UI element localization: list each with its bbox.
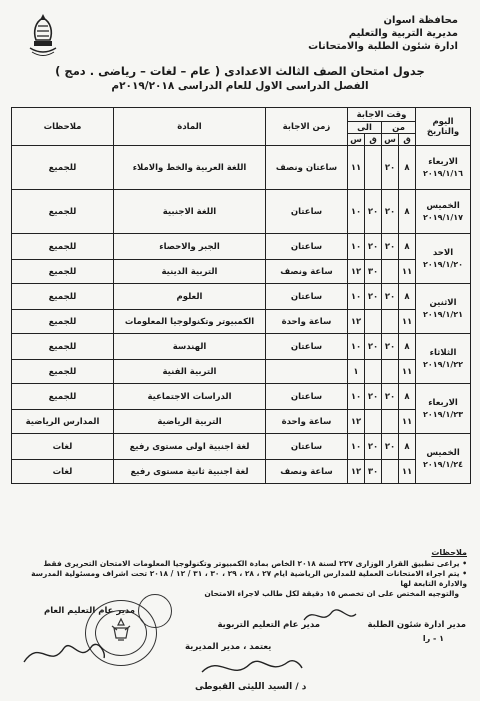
from-minutes-cell: ١١ (399, 260, 416, 284)
subject-cell: التربية الدينية (114, 260, 266, 284)
to-hours-cell: ١١ (348, 146, 365, 190)
note-cell: للجميع (12, 284, 114, 310)
day-date-cell (416, 434, 471, 484)
from-minutes-cell: ٨ (399, 146, 416, 190)
from-minutes-cell: ١١ (399, 310, 416, 334)
table-row (12, 260, 471, 284)
day-date-cell (416, 334, 471, 384)
to-hours-cell: ١٠ (348, 190, 365, 234)
table-row (12, 234, 471, 260)
to-minutes-cell: ٣٠ (365, 460, 382, 484)
day-date-cell (416, 190, 471, 234)
note-cell: للجميع (12, 146, 114, 190)
header-to-q: ق (365, 134, 382, 146)
to-hours-cell: ١٢ (348, 310, 365, 334)
signature-general-director: مدير عام التعليم العام (44, 606, 136, 616)
title-line-1: جدول امتحان الصف الثالث الاعدادى ( عام – لغات – رياضى . دمج ) (55, 64, 425, 78)
note-cell: للجميع (12, 310, 114, 334)
department-name: ادارة شئون الطلبة والامتحانات (308, 41, 458, 52)
exam-date: ٢٠١٩/١/٢٤ (423, 459, 464, 469)
subject-cell: التربية الرياضية (114, 410, 266, 434)
header-time: وقت الاجابة (348, 108, 416, 122)
table-row (12, 284, 471, 310)
notes-section (12, 548, 467, 599)
table-row (12, 146, 471, 190)
to-hours-cell: ١٢ (348, 460, 365, 484)
table-row (12, 460, 471, 484)
approval-label: يعتمد ، مدير المديرية (185, 642, 272, 652)
note-cell: للجميع (12, 260, 114, 284)
table-row (12, 384, 471, 410)
to-minutes-cell: ٢٠ (365, 434, 382, 460)
from-hours-cell: ٢٠ (382, 234, 399, 260)
exam-date: ٢٠١٩/١/٢٣ (423, 409, 464, 419)
to-minutes-cell: ٢٠ (365, 384, 382, 410)
header-from-s: س (382, 134, 399, 146)
duration-cell: ساعة ونصف (266, 260, 348, 284)
signature-affairs-mark: ١ - را (422, 634, 444, 643)
to-minutes-cell (365, 360, 382, 384)
subject-cell: الكمبيوتر وتكنولوجيا المعلومات (114, 310, 266, 334)
note-cell: لغات (12, 434, 114, 460)
note-cell: للجميع (12, 234, 114, 260)
to-minutes-cell: ٣٠ (365, 260, 382, 284)
subject-cell: اللغة العربية والخط والاملاء (114, 146, 266, 190)
directorate-name: مديرية التربية والتعليم (348, 28, 458, 39)
from-hours-cell (382, 360, 399, 384)
aswan-logo-icon (26, 12, 60, 58)
note-cell: للجميع (12, 360, 114, 384)
from-hours-cell (382, 460, 399, 484)
note-item-3: والتوجيه المختص على ان تخصص ١٥ دقيقة لكل طالب لاجراء الامتحان (204, 589, 459, 598)
from-minutes-cell: ٨ (399, 234, 416, 260)
note-cell: المدارس الرياضية (12, 410, 114, 434)
note-item-2: • يتم اجراء الامتحانات العملية للمدارس الرياضية ايام ٢٧ ، ٢٨ ، ٢٩ ، ٣٠ ، ٣١ / ١٢ / ٢٠١٨ تحت اشراف ومسئولية المدرسة والادارة التابعة لها (31, 569, 467, 588)
table-row (12, 434, 471, 460)
header-day: اليوم والتاريخ (416, 108, 471, 146)
duration-cell: ساعتان (266, 434, 348, 460)
signatures-area (0, 598, 480, 698)
header-to: الى (348, 122, 382, 134)
subject-cell: لغة اجنبية ثانية مستوى رفيع (114, 460, 266, 484)
from-minutes-cell: ٨ (399, 284, 416, 310)
to-hours-cell: ١٠ (348, 334, 365, 360)
subject-cell: الجبر والاحصاء (114, 234, 266, 260)
to-minutes-cell (365, 410, 382, 434)
duration-cell: ساعتان ونصف (266, 146, 348, 190)
signature-affairs-manager: مدير ادارة شئون الطلبة (367, 620, 466, 630)
table-row (12, 310, 471, 334)
day-date-cell (416, 384, 471, 434)
to-minutes-cell (365, 310, 382, 334)
day-name: الاثنين (429, 297, 457, 308)
to-hours-cell: ١٠ (348, 284, 365, 310)
note-item-1: • يراعى تطبيق القرار الوزارى ٢٢٧ لسنة ٢٠١٨ الخاص بمادة الكمبيوتر وتكنولوجيا المعلومات الامتحان التحريرى فقط (43, 559, 467, 568)
to-minutes-cell: ٢٠ (365, 190, 382, 234)
round-stamp-small (138, 594, 172, 628)
day-date-cell (416, 234, 471, 284)
duration-cell: ساعتان (266, 384, 348, 410)
from-hours-cell: ٢٠ (382, 284, 399, 310)
day-name: الخميس (426, 447, 460, 458)
to-minutes-cell (365, 146, 382, 190)
table-row (12, 334, 471, 360)
day-name: الثلاثاء (429, 347, 457, 358)
to-hours-cell: ١ (348, 360, 365, 384)
day-date-cell (416, 284, 471, 334)
to-hours-cell: ١٠ (348, 434, 365, 460)
from-minutes-cell: ٨ (399, 334, 416, 360)
to-hours-cell: ١٠ (348, 384, 365, 410)
day-name: الاربعاء (428, 397, 458, 408)
header-notes: ملاحظات (12, 108, 114, 146)
to-hours-cell: ١٢ (348, 410, 365, 434)
exam-date: ٢٠١٩/١/٢٠ (423, 259, 464, 269)
duration-cell: ساعتان (266, 334, 348, 360)
handwritten-signature-approver (196, 652, 306, 684)
from-minutes-cell: ١١ (399, 360, 416, 384)
from-hours-cell (382, 260, 399, 284)
to-minutes-cell: ٢٠ (365, 284, 382, 310)
exam-date: ٢٠١٩/١/٢٢ (423, 359, 464, 369)
from-hours-cell: ٢٠ (382, 384, 399, 410)
header-subject: المادة (114, 108, 266, 146)
day-name: الخميس (426, 200, 460, 211)
notes-heading: ملاحظات (431, 548, 467, 557)
to-minutes-cell: ٢٠ (365, 234, 382, 260)
from-minutes-cell: ١١ (399, 410, 416, 434)
day-name: الاحد (432, 247, 454, 258)
from-minutes-cell: ٨ (399, 384, 416, 410)
duration-cell: ساعتان (266, 284, 348, 310)
from-hours-cell (382, 410, 399, 434)
note-cell: لغات (12, 460, 114, 484)
subject-cell: الدراسات الاجتماعية (114, 384, 266, 410)
exam-date: ٢٠١٩/١/٢١ (423, 309, 464, 319)
title-line-2: الفصل الدراسى الاول للعام الدراسى ٢٠١٩/٢٠١٨م (111, 80, 369, 92)
duration-cell: ساعتان (266, 234, 348, 260)
note-cell: للجميع (12, 384, 114, 410)
to-minutes-cell: ٢٠ (365, 334, 382, 360)
duration-cell: ساعتان (266, 190, 348, 234)
subject-cell: لغة اجنبية اولى مستوى رفيع (114, 434, 266, 460)
subject-cell: الهندسة (114, 334, 266, 360)
table-row (12, 190, 471, 234)
schedule-title (40, 64, 440, 93)
from-hours-cell: ٢٠ (382, 190, 399, 234)
to-hours-cell: ١٠ (348, 234, 365, 260)
header-to-s: س (348, 134, 365, 146)
day-date-cell (416, 146, 471, 190)
header-from: من (382, 122, 416, 134)
from-hours-cell: ٢٠ (382, 334, 399, 360)
duration-cell: ساعة ونصف (266, 460, 348, 484)
day-name: الاربعاء (428, 156, 458, 167)
subject-cell: التربية الفنية (114, 360, 266, 384)
duration-cell: ساعة واحدة (266, 310, 348, 334)
governorate-name: محافظة اسوان (383, 15, 458, 26)
table-row (12, 410, 471, 434)
table-row (12, 360, 471, 384)
to-hours-cell: ١٢ (348, 260, 365, 284)
note-cell: للجميع (12, 190, 114, 234)
note-cell: للجميع (12, 334, 114, 360)
from-minutes-cell: ٨ (399, 434, 416, 460)
header-from-q: ق (399, 134, 416, 146)
header-duration: زمن الاجابة (266, 108, 348, 146)
from-hours-cell: ٢٠ (382, 146, 399, 190)
subject-cell: العلوم (114, 284, 266, 310)
eagle-emblem-icon (108, 616, 134, 646)
exam-schedule-table (11, 107, 471, 484)
exam-date: ٢٠١٩/١/١٧ (423, 212, 464, 222)
duration-cell (266, 360, 348, 384)
exam-date: ٢٠١٩/١/١٦ (423, 168, 464, 178)
from-hours-cell (382, 310, 399, 334)
signature-education-director: مدير عام التعليم التربوية (217, 620, 320, 630)
from-hours-cell: ٢٠ (382, 434, 399, 460)
from-minutes-cell: ٨ (399, 190, 416, 234)
from-minutes-cell: ١١ (399, 460, 416, 484)
handwritten-signature-education (300, 602, 360, 630)
duration-cell: ساعة واحدة (266, 410, 348, 434)
approver-name: د / السيد الليثى القبوطى (195, 682, 307, 692)
header-block (298, 14, 458, 53)
subject-cell: اللغة الاجنبية (114, 190, 266, 234)
handwritten-signature-left (20, 634, 110, 674)
